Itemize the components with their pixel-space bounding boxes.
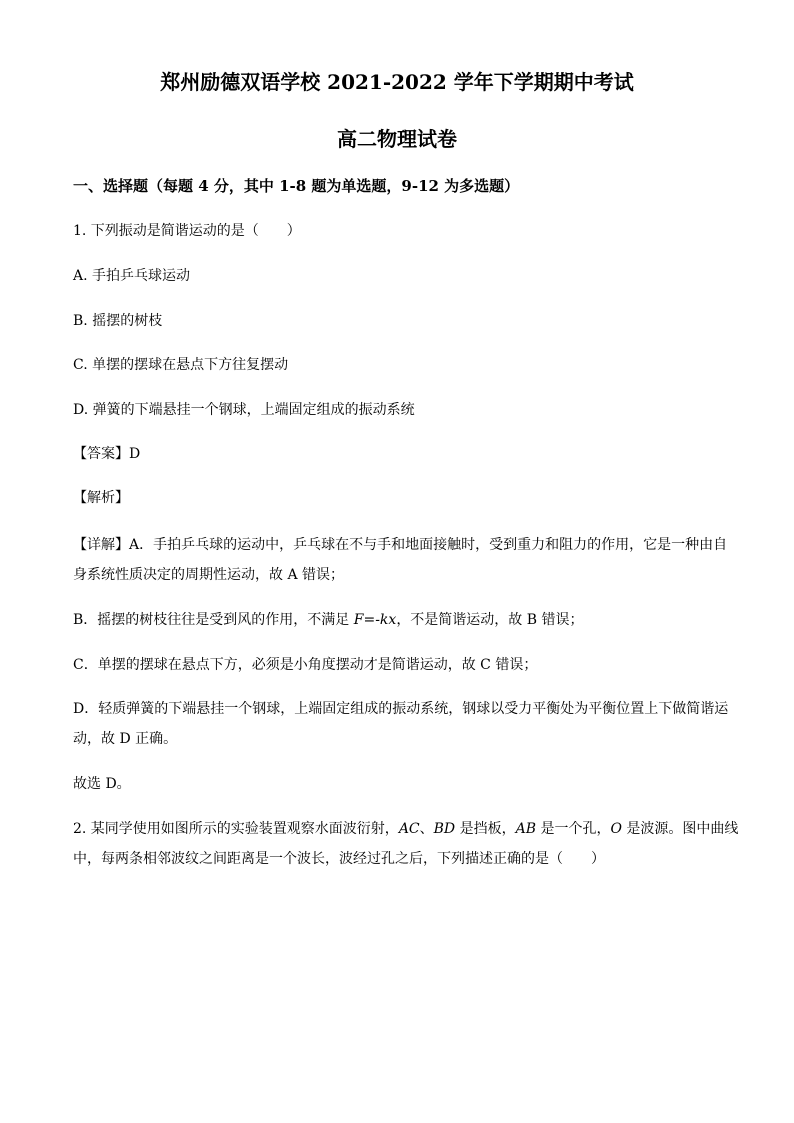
formula: F=-kx bbox=[353, 612, 397, 628]
detail-d-line-2: 动，故 D 正确。 bbox=[73, 731, 178, 747]
detail-d-line-1: D．轻质弹簧的下端悬挂一个钢球，上端固定组成的振动系统，钢球以受力平衡处为平衡位置上下做简谐运 bbox=[73, 701, 729, 717]
label-bd: BD bbox=[433, 821, 456, 837]
exam-subtitle: 高二物理试卷 bbox=[337, 127, 457, 151]
answer-value: D bbox=[129, 446, 141, 462]
detail-b-text-end: ，不是简谐运动，故 B 错误； bbox=[396, 612, 584, 628]
q2-text-4: 是波源。图中曲线 bbox=[621, 821, 739, 837]
question-1-option-a: A. 手拍乒乓球运动 bbox=[73, 268, 191, 284]
question-1-stem: 1. 下列振动是简谐运动的是（ ） bbox=[73, 223, 301, 239]
conclusion: 故选 D。 bbox=[73, 776, 131, 792]
exam-title: 郑州励德双语学校 2021-2022 学年下学期期中考试 bbox=[160, 70, 634, 94]
answer-line bbox=[73, 444, 140, 464]
detail-line-1: 【详解】A．手拍乒乓球的运动中，乒乓球在不与手和地面接触时，受到重力和阻力的作用，它是一种由自 bbox=[73, 537, 728, 553]
question-2-line-1 bbox=[73, 819, 738, 839]
q2-sep: 、 bbox=[419, 821, 434, 837]
label-o: O bbox=[610, 821, 622, 837]
question-2-line-2: 中，每两条相邻波纹之间距离是一个波长，波经过孔之后，下列描述正确的是（ ） bbox=[73, 851, 605, 867]
answer-tag: 【答案】 bbox=[73, 446, 129, 462]
detail-b bbox=[73, 610, 584, 630]
label-ac: AC bbox=[398, 821, 420, 837]
question-1-option-c: C. 单摆的摆球在悬点下方往复摆动 bbox=[73, 357, 289, 373]
label-ab: AB bbox=[515, 821, 537, 837]
analysis-tag: 【解析】 bbox=[73, 490, 129, 506]
detail-line-2: 身系统性质决定的周期性运动，故 A 错误； bbox=[73, 567, 345, 583]
section-heading: 一、选择题（每题 4 分，其中 1-8 题为单选题，9-12 为多选题） bbox=[73, 177, 520, 195]
question-1-option-d: D. 弹簧的下端悬挂一个钢球，上端固定组成的振动系统 bbox=[73, 402, 415, 418]
q2-text-3: 是一个孔， bbox=[536, 821, 611, 837]
detail-b-text: B．摇摆的树枝往往是受到风的作用，不满足 bbox=[73, 612, 354, 628]
question-1-option-b: B. 摇摆的树枝 bbox=[73, 313, 163, 329]
detail-c: C．单摆的摆球在悬点下方，必须是小角度摆动才是简谐运动，故 C 错误； bbox=[73, 657, 538, 673]
q2-text-1: 2. 某同学使用如图所示的实验装置观察水面波衍射， bbox=[73, 821, 399, 837]
q2-text-2: 是挡板， bbox=[455, 821, 516, 837]
